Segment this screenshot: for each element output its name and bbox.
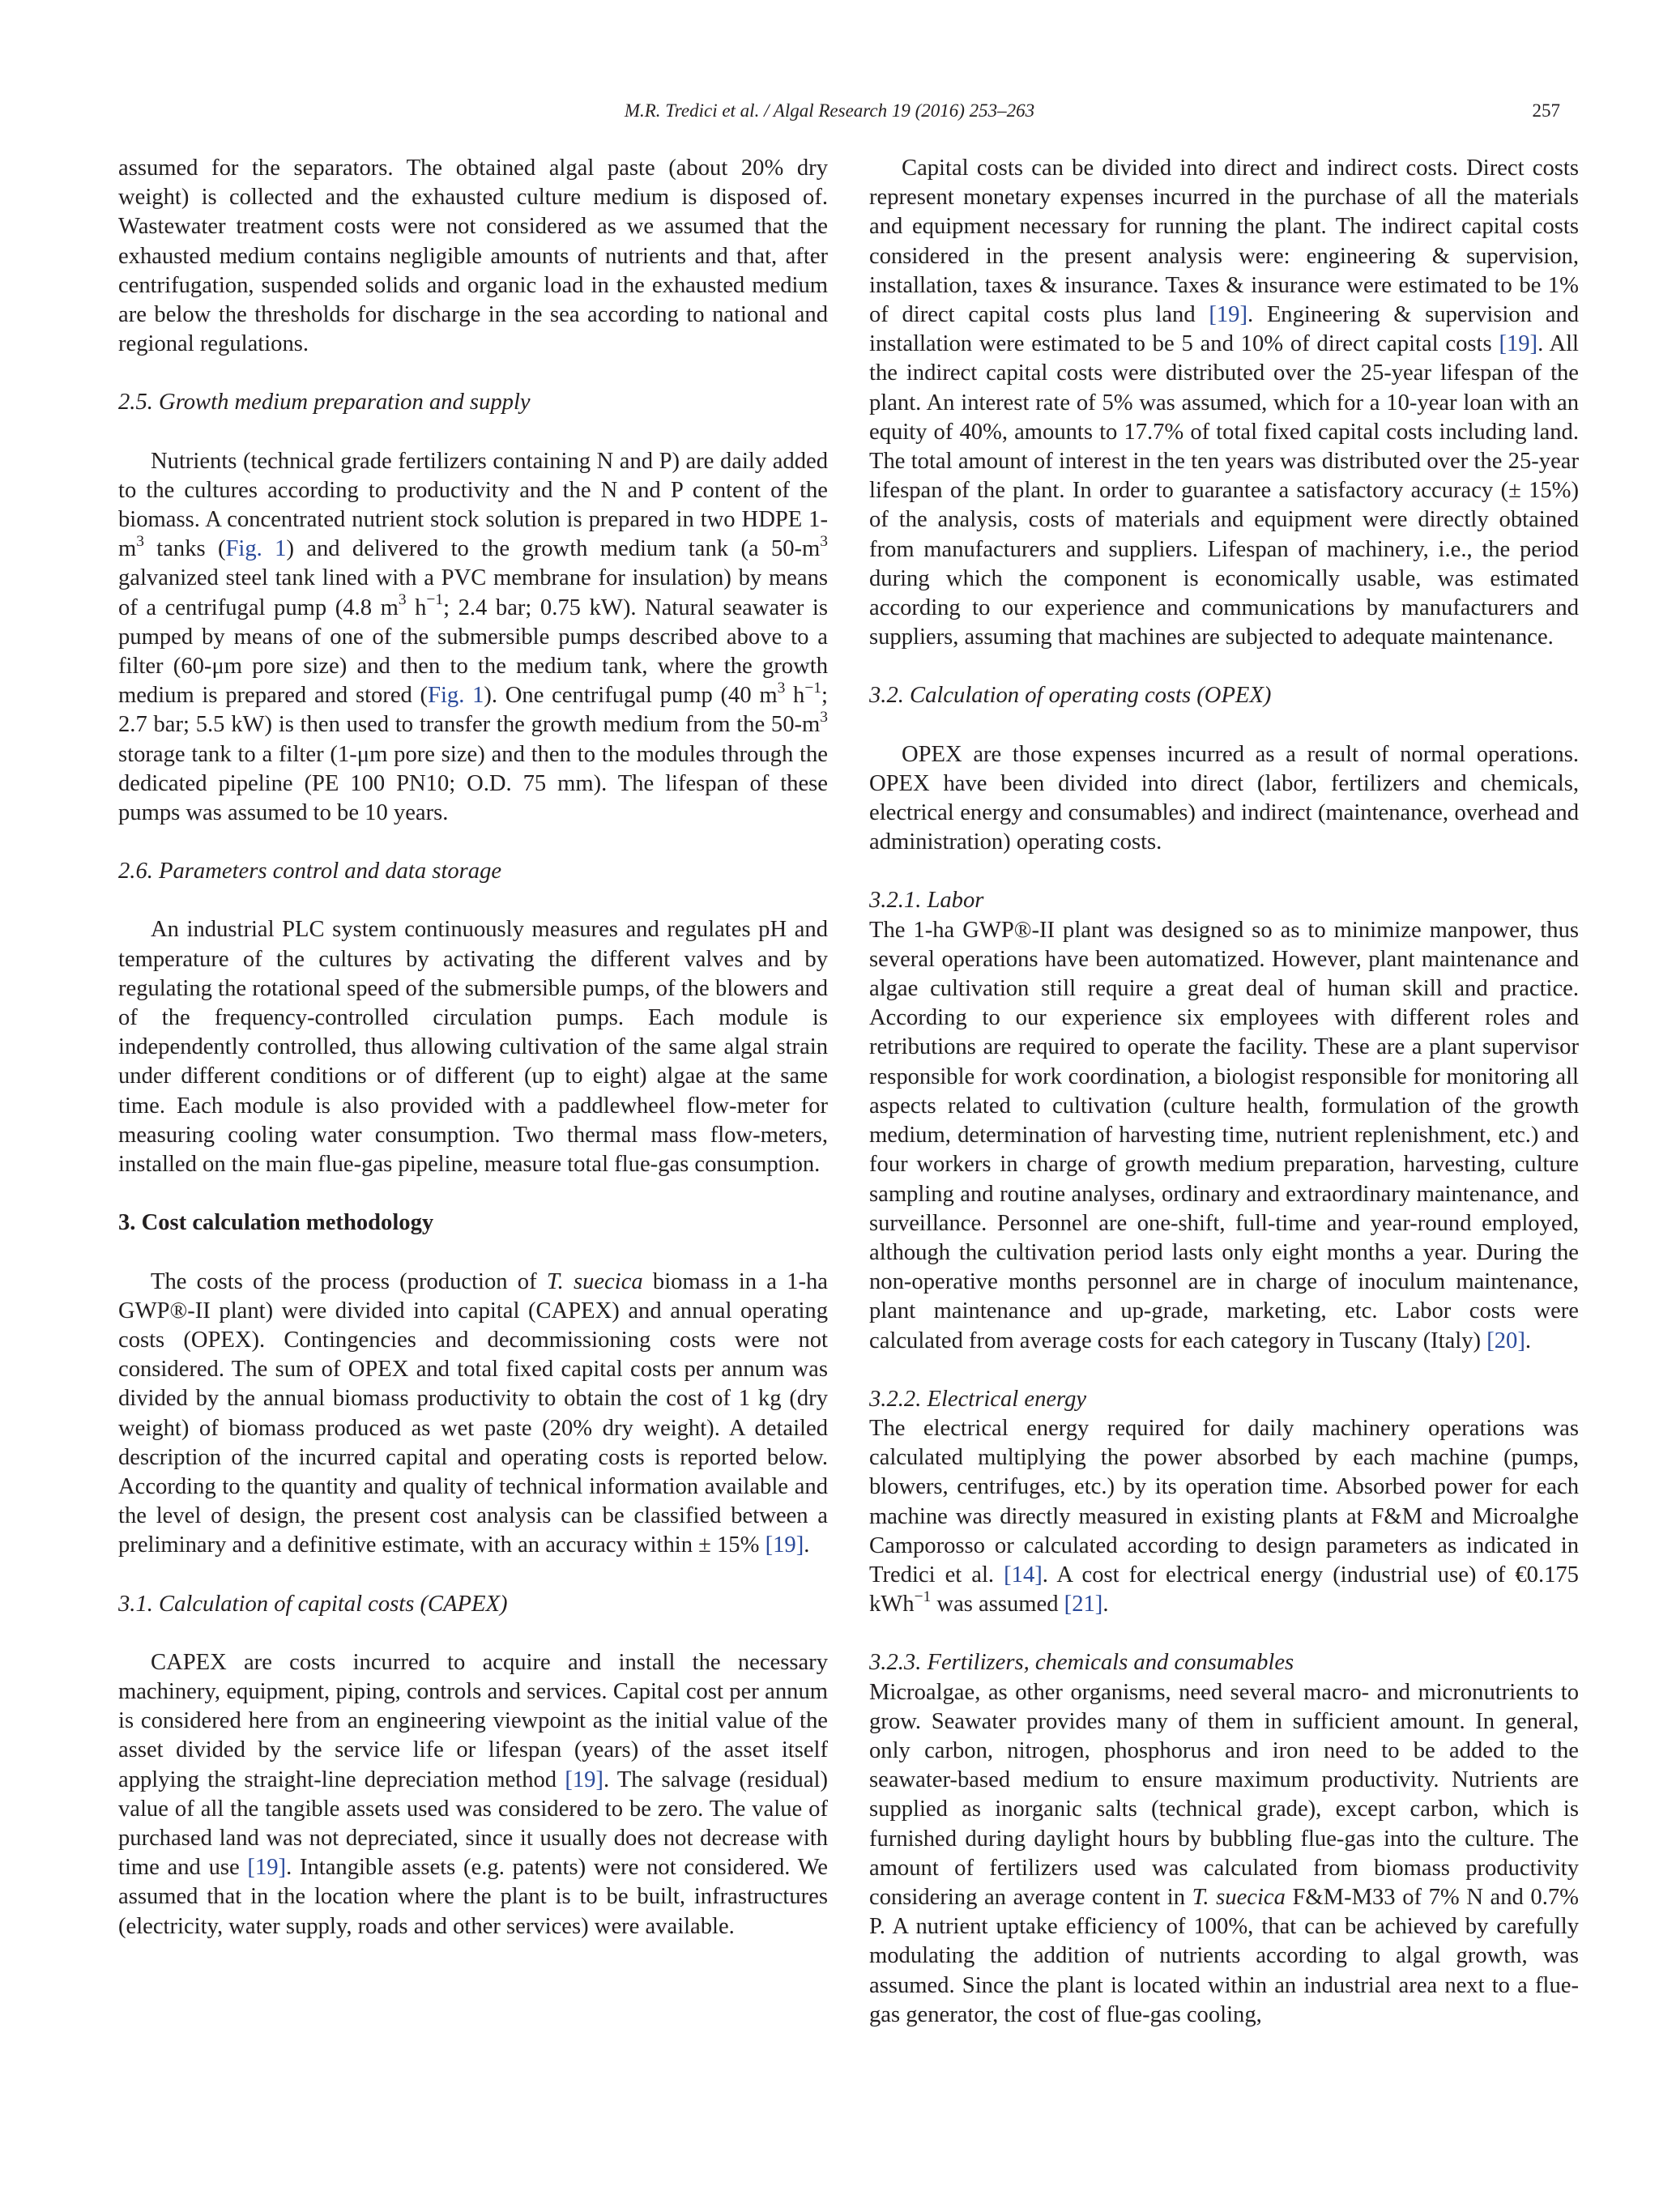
- section-heading-3-1: 3.1. Calculation of capital costs (CAPEX): [118, 1591, 508, 1617]
- citation-link[interactable]: [20]: [1486, 1328, 1525, 1353]
- paragraph-electrical-energy: The electrical energy required for daily machinery operations was calculated multiplying the power absorbed by each machine (pumps, blowers, centrifuges, etc.) by its operation time. Absorbed power for each machine was directly measured in existing plants at F&M and Microalghe Camporosso or calculated according to design parameters as indicated in Tredici et al. [14]. A cost for electrical energy (industrial use) of €0.175 kWh$^{-1}$ was assumed [21].: [869, 1415, 1579, 1617]
- paragraph-labor: The 1-ha GWP®-II plant was designed so as to minimize manpower, thus several operations have been automatized. However, plant maintenance and algae cultivation still require a great deal of human skill and practice. According to our experience six employees with different roles and retributions are required to operate the facility. These are a plant supervisor responsible for work coordination, a biologist responsible for monitoring all aspects related to cultivation (culture health, formulation of the growth medium, determination of harvesting time, nutrient replenishment, etc.) and four workers in charge of growth medium preparation, harvesting, culture sampling and routine analyses, ordinary and extraordinary maintenance, and surveillance. Personnel are one-shift, full-time and year-round employed, although the cultivation period lasts only eight months a year. During the non-operative months personnel are in charge of inoculum maintenance, plant maintenance and up-grade, marketing, etc. Labor costs were calculated from average costs for each category in Tuscany (Italy) [20].: [869, 917, 1579, 1353]
- citation-link[interactable]: [19]: [1209, 302, 1247, 328]
- citation-link[interactable]: [21]: [1064, 1592, 1103, 1617]
- figure-link[interactable]: Fig. 1: [428, 683, 484, 709]
- paragraph-capital-costs: Capital costs can be divided into direct and indirect costs. Direct costs represent monetary expenses incurred in the purchase of all the materials and equipment necessary for running the plant. The indirect capital costs considered in the present analysis were: engineering & supervision, installation, taxes & insurance. Taxes & insurance were estimated to be 1% of direct capital costs plus land [19]. Engineering & supervision and installation were estimated to be 5 and 10% of direct capital costs [19]. All the indirect capital costs were distributed over the 25-year lifespan of the plant. An interest rate of 5% was assumed, which for a 10-year loan with an equity of 40%, amounts to 17.7% of total fixed capital costs including land. The total amount of interest in the ten years was distributed over the 25-year lifespan of the plant. In order to guarantee a satisfactory accuracy (± 15%) of the analysis, costs of materials and equipment were directly obtained from manufacturers and suppliers. Lifespan of machinery, i.e., the period during which the component is economically usable, was estimated according to our experience and communications by manufacturers and suppliers, assuming that machines are subjected to adequate maintenance.: [869, 156, 1580, 650]
- section-heading-2-5: 2.5. Growth medium preparation and supply: [118, 390, 531, 416]
- section-heading-3-2-2: 3.2.2. Electrical energy: [869, 1386, 1087, 1412]
- figure-link[interactable]: Fig. 1: [225, 536, 287, 562]
- section-heading-3: 3. Cost calculation methodology: [118, 1210, 434, 1236]
- citation-link[interactable]: [14]: [1004, 1562, 1043, 1588]
- paragraph-continuation: assumed for the separators. The obtained algal paste (about 20% dry weight) is collected and the exhausted culture medium is disposed of. Wastewater treatment costs were not considered as we assumed that the exhausted medium contains negligible amounts of nutrients and that, after centrifugation, suspended solids and organic load in the exhausted medium are below the thresholds for discharge in the sea according to national and regional regulations.: [118, 156, 828, 357]
- section-heading-3-2-3: 3.2.3. Fertilizers, chemicals and consumables: [869, 1650, 1294, 1676]
- citation-link[interactable]: [19]: [247, 1855, 287, 1881]
- section-heading-3-2: 3.2. Calculation of operating costs (OPEX): [869, 683, 1272, 709]
- paragraph-opex: OPEX are those expenses incurred as a result of normal operations. OPEX have been divided into direct (labor, fertilizers and chemicals, electrical energy and consumables) and indirect (maintenance, overhead and administration) operating costs.: [869, 741, 1579, 855]
- right-column: [869, 154, 1579, 2030]
- paragraph-growth-medium: Nutrients (technical grade fertilizers containing N and P) are daily added to the cultures according to productivity and the N and P content of the biomass. A concentrated nutrient stock solution is prepared in two HDPE $1-m^3$ tanks (Fig. 1) and delivered to the growth medium tank (a $50-m^3$ galvanized steel tank lined with a PVC membrane for insulation) by means of a centrifugal pump (4.8 $m^3$ $h^{-1}$; 2.4 bar; 0.75 kW). Natural seawater is pumped by means of one of the submersible pumps described above to a filter (60-μm pore size) and then to the medium tank, where the growth medium is prepared and stored (Fig. 1). One centrifugal pump (40 $m^3$ $h^{-1}$; 2.7 bar; 5.5 kW) is then used to transfer the growth medium from the $50-m^3$ storage tank to a filter (1-μm pore size) and then to the modules through the dedicated pipeline (PE 100 PN10; O.D. 75 mm). The lifespan of these pumps was assumed to be 10 years.: [118, 448, 828, 826]
- citation-link[interactable]: [19]: [1499, 331, 1538, 357]
- citation-link[interactable]: [19]: [565, 1767, 603, 1792]
- left-column: [118, 154, 828, 1941]
- paragraph-fertilizers: Microalgae, as other organisms, need several macro- and micronutrients to grow. Seawater provides many of them in sufficient amount. In general, only carbon, nitrogen, phosphorus and iron need to be added to the seawater-based medium to ensure maximum productivity. Nutrients are supplied as inorganic salts (technical grade), except carbon, which is furnished during daylight hours by bubbling flue-gas into the culture. The amount of fertilizers used was calculated from biomass productivity considering an average content in T. suecica F&M-M33 of 7% N and 0.7% P. A nutrient uptake efficiency of 100%, that can be achieved by carefully modulating the addition of nutrients according to algal growth, was assumed. Since the plant is located within an industrial area next to a flue-gas generator, the cost of flue-gas cooling,: [869, 1679, 1579, 2027]
- section-heading-3-2-1: 3.2.1. Labor: [869, 888, 984, 914]
- section-heading-2-6: 2.6. Parameters control and data storage: [118, 859, 502, 884]
- citation-link[interactable]: [19]: [765, 1532, 804, 1558]
- paragraph-parameters-control: An industrial PLC system continuously measures and regulates pH and temperature of the cultures by activating the different valves and by regulating the rotational speed of the submersible pumps, of the blowers and of the frequency-controlled circulation pumps. Each module is independently controlled, thus allowing cultivation of the same algal strain under different conditions or of different (up to eight) algae at the same time. Each module is also provided with a paddlewheel flow-meter for measuring cooling water consumption. Two thermal mass flow-meters, installed on the main flue-gas pipeline, measure total flue-gas consumption.: [118, 917, 828, 1178]
- paragraph-cost-methodology: The costs of the process (production of T. suecica biomass in a 1-ha GWP®-II plant) were divided into capital (CAPEX) and annual operating costs (OPEX). Contingencies and decommissioning costs were not considered. The sum of OPEX and total fixed capital costs per annum was divided by the annual biomass productivity to obtain the cost of 1 kg (dry weight) of biomass produced as wet paste (20% dry weight). A detailed description of the incurred capital and operating costs is reported below. According to the quantity and quality of technical information available and the level of design, the present cost analysis can be classified between a preliminary and a definitive estimate, with an accuracy within ± 15% [19].: [118, 1268, 828, 1558]
- page-number: 257: [1532, 100, 1560, 121]
- running-head: M.R. Tredici et al. / Algal Research 19 (2016) 253–263: [624, 100, 1035, 121]
- paragraph-capex: CAPEX are costs incurred to acquire and install the necessary machinery, equipment, piping, controls and services. Capital cost per annum is considered here from an engineering viewpoint as the initial value of the asset divided by the service life or lifespan (years) of the asset itself applying the straight-line depreciation method [19]. The salvage (residual) value of all the tangible assets used was considered to be zero. The value of purchased land was not depreciated, since it usually does not decrease with time and use [19]. Intangible assets (e.g. patents) were not considered. We assumed that in the location where the plant is to be built, infrastructures (electricity, water supply, roads and other services) were available.: [118, 1649, 828, 1939]
